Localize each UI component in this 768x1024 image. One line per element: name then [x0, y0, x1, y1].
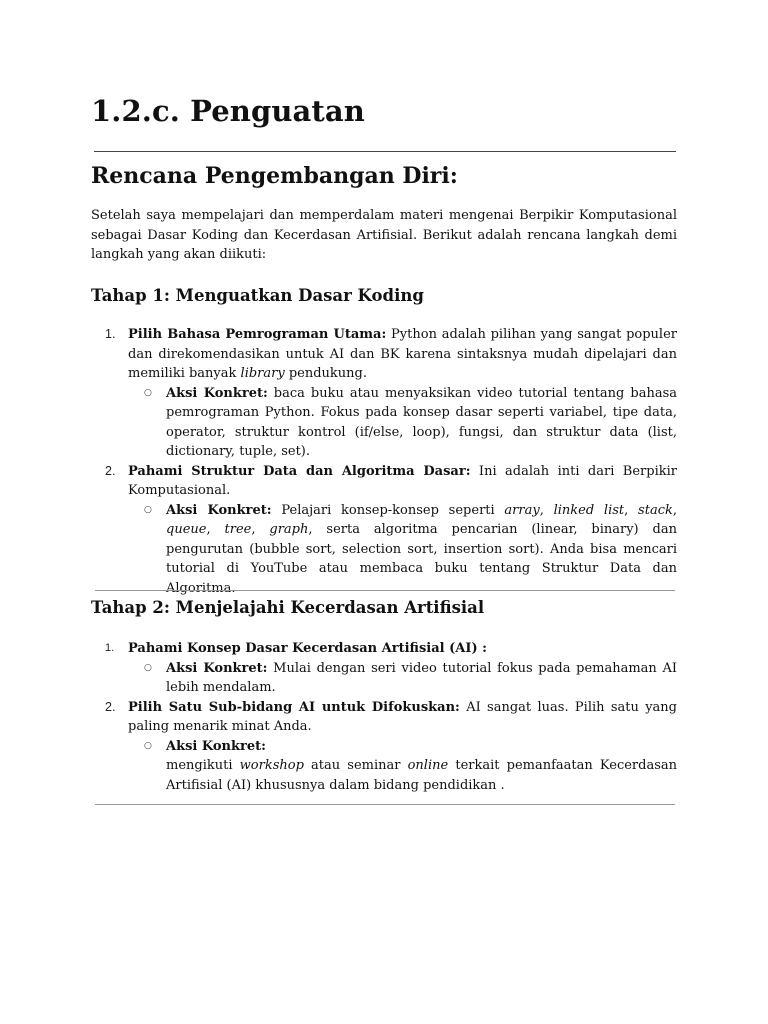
action-label: Aksi Konkret: — [166, 385, 268, 401]
item-text: Python adalah pilihan yang sangat populer dan direkomendasikan untuk AI dan BK karena sintaksnya mudah dipelajari dan memiliki banyak — [128, 327, 677, 381]
list-item — [91, 462, 677, 599]
list-number: 2. — [105, 699, 116, 714]
item-text: AI sangat luas. Pilih satu yang paling menarik minat Anda. — [128, 699, 677, 734]
term: linked list — [553, 502, 625, 518]
item-label: Pahami Struktur Data dan Algoritma Dasar: — [128, 463, 471, 479]
item-text: pendukung. — [284, 366, 368, 381]
action-text: Mulai dengan seri video tutorial fokus pada pemahaman AI lebih mendalam. — [166, 660, 677, 695]
action-italic: online — [407, 758, 449, 773]
item-label: Pilih Bahasa Pemrograman Utama: — [128, 327, 387, 342]
circle-bullet-icon: ○ — [144, 504, 152, 515]
term: queue — [166, 522, 207, 537]
action-text: atau seminar — [303, 758, 408, 773]
item-text: Ini adalah inti dari Berpikir Komputasional. — [128, 463, 677, 498]
sub-list — [128, 384, 677, 462]
item-label: Pahami Konsep Dasar Kecerdasan Artifisial (AI) : — [128, 641, 487, 656]
list-number: 1. — [105, 327, 116, 341]
action-label: Aksi Konkret: — [166, 738, 266, 754]
intro-paragraph: Setelah saya mempelajari dan memperdalam materi mengenai Berpikir Komputasional sebagai Dasar Koding dan Kecerdasan Artifisial. Berikut adalah rencana langkah demi langkah yang akan diikuti: — [91, 208, 677, 262]
circle-bullet-icon: ○ — [144, 740, 152, 751]
list-number: 1. — [105, 642, 115, 654]
list-item — [91, 639, 677, 698]
action-text: terkait pemanfaatan Kecerdasan Artifisial (AI) khususnya dalam bidang pendidikan . — [166, 758, 677, 793]
action-text: Pelajari konsep-konsep seperti — [271, 502, 505, 518]
action-text: baca buku atau menyaksikan video tutorial tentang bahasa pemrograman Python. Fokus pada konsep dasar seperti variabel, tipe data, operator, struktur kontrol (if/else, loop), fungsi, dan struktur data (list, dictionary, tuple, set). — [166, 385, 677, 459]
action-text: , serta algoritma pencarian (linear, binary) dan pengurutan (bubble sort, selection sort, insertion sort). Anda bisa mencari tutorial di YouTube atau membaca buku tentang Struktur Data dan Algoritma. — [166, 522, 677, 596]
stage-1-list — [91, 325, 677, 598]
action-italic: workshop — [239, 758, 304, 773]
action-label: Aksi Konkret: — [166, 502, 272, 518]
item-italic: library — [240, 366, 285, 381]
sub-list-item — [128, 659, 677, 698]
stage-1-heading: Tahap 1: Menguatkan Dasar Koding — [91, 286, 424, 305]
term: stack — [638, 502, 673, 518]
list-item — [91, 698, 677, 796]
section-heading: Rencana Pengembangan Diri: — [91, 163, 458, 189]
page-title: 1.2.c. Penguatan — [91, 94, 365, 128]
circle-bullet-icon: ○ — [144, 662, 152, 673]
action-label: Aksi Konkret: — [166, 660, 268, 676]
circle-bullet-icon: ○ — [144, 387, 152, 398]
term: tree — [224, 522, 252, 537]
section-divider — [95, 590, 675, 591]
list-item — [91, 325, 677, 462]
sub-list-item: ○ Aksi Konkret: Pelajari konsep-konsep seperti array, linked list, stack, queue, tree, graph, serta algoritma pencarian (linear, binary) dan pengurutan (bubble sort, selection sort, insertion sort). Anda bisa mencari tutorial di YouTube atau membaca buku tentang Struktur Data dan Algoritma. — [144, 502, 677, 596]
section-divider — [95, 804, 675, 805]
title-divider — [94, 151, 676, 152]
action-text: mengikuti — [166, 758, 240, 773]
stage-2-list — [91, 639, 677, 795]
term: graph — [269, 522, 309, 537]
list-number: 2. — [105, 463, 116, 478]
sub-list — [128, 659, 677, 698]
stage-2-heading: Tahap 2: Menjelajahi Kecerdasan Artifisial — [91, 598, 485, 617]
term: array — [504, 502, 540, 518]
item-label: Pilih Satu Sub-bidang AI untuk Difokuskan: — [128, 699, 460, 715]
sub-list — [128, 737, 677, 796]
sub-list-item — [128, 384, 677, 462]
sub-list-item — [128, 737, 677, 796]
sub-list — [128, 501, 677, 599]
